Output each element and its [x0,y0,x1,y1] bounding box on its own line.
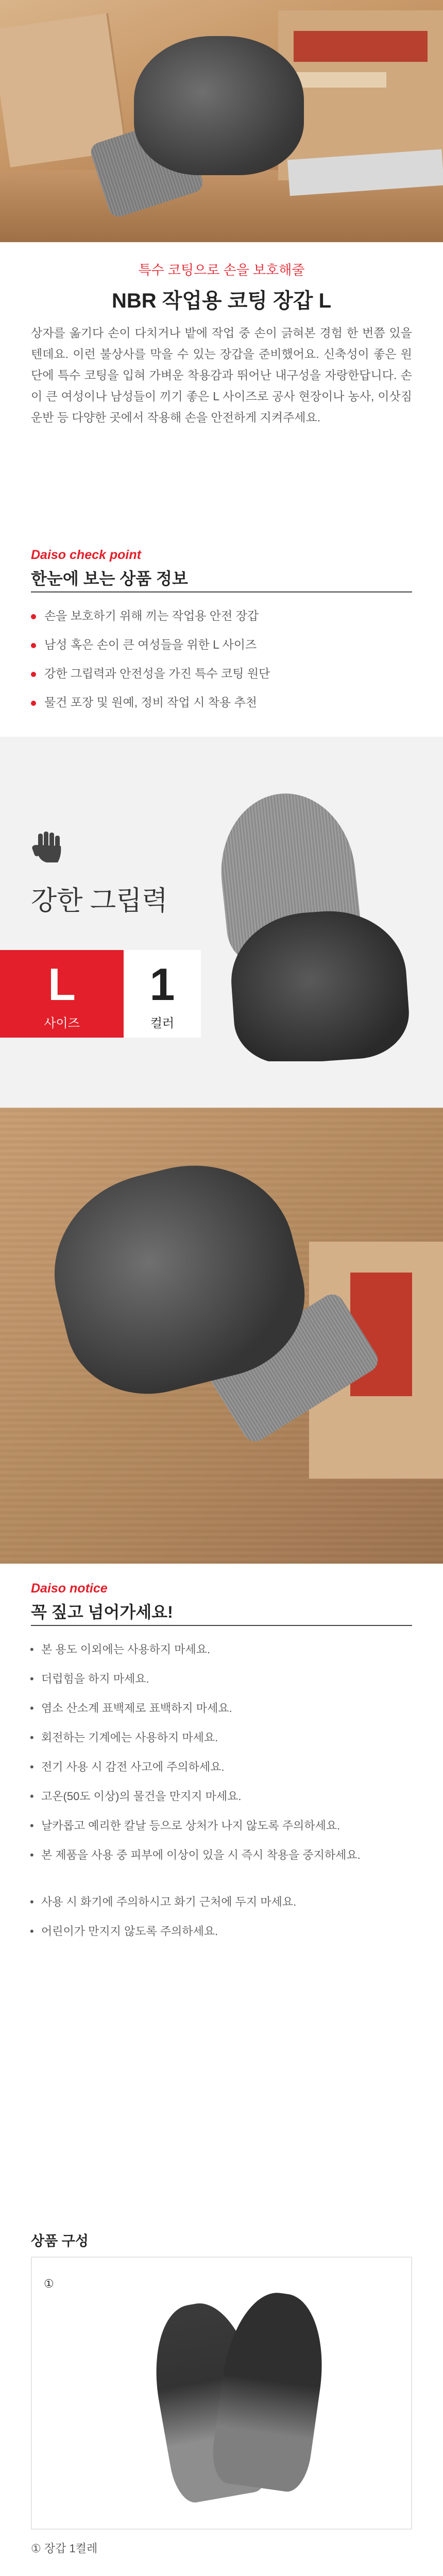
box-label-stripe [294,31,428,62]
gloved-hand [134,36,304,175]
notice-item: • 고온(50도 이상)의 물건을 만지지 마세요. [41,1788,412,1805]
bullet-dot-icon [31,614,36,619]
notice-item: • 사용 시 화기에 주의하시고 화기 근처에 두지 마세요. [41,1893,412,1911]
checkpoint-item-text: 물건 포장 및 원예, 정비 작업 시 착용 추천 [44,696,257,709]
notice-eyebrow: Daiso notice [31,1581,108,1596]
notice-item: • 염소 산소계 표백제로 표백하지 마세요. [41,1700,412,1717]
composition-heading: 상품 구성 [31,2233,89,2249]
notice-item: • 날카롭고 예리한 칼날 등으로 상처가 나지 않도록 주의하세요. [41,1817,412,1835]
checkpoint-eyebrow: Daiso check point [31,548,141,562]
color-badge [124,950,201,1038]
product-title: NBR 작업용 코팅 장갑 L [111,290,332,312]
composition-item-number: ① [44,2277,54,2290]
product-subtitle: 특수 코팅으로 손을 보호해줄 [138,262,305,278]
hand-grip-icon [31,829,67,866]
grip-label: 강한 그립력 [31,886,168,916]
notice-item: • 본 제품을 사용 중 피부에 이상이 있을 시 즉시 착용을 중지하세요. [41,1846,412,1864]
bullet-dot-icon [31,701,36,706]
notice-item: • 더럽힘을 하지 마세요. [41,1670,412,1688]
notice-item: • 회전하는 기계에는 사용하지 마세요. [41,1729,412,1747]
size-value: L [48,959,76,1010]
bullet-dot-icon [31,643,36,648]
glove-on-box-photo [0,1108,443,1564]
checkpoint-item [31,635,257,652]
checkpoint-item [31,693,257,710]
size-label: 사이즈 [44,1016,80,1030]
checkpoint-divider [31,591,412,592]
box-label-stripe-light [294,72,386,88]
grip-glove-photo [201,783,443,1061]
color-count: 1 [149,959,175,1010]
color-label: 컬러 [150,1016,175,1030]
checkpoint-item-text: 남성 혹은 손이 큰 여성들을 위한 L 사이즈 [44,638,257,651]
notice-item: • 어린이가 만지지 않도록 주의하세요. [41,1923,412,1940]
notice-item: • 전기 사용 시 감전 사고에 주의하세요. [41,1758,412,1776]
checkpoint-item-text: 손을 보호하기 위해 끼는 작업용 안전 장갑 [44,609,259,622]
bullet-dot-icon [31,672,36,677]
composition-caption: ① 장갑 1켤레 [31,2542,98,2555]
hero-photo [0,0,443,242]
notice-divider [31,1625,412,1626]
product-description: 상자를 옮기다 손이 다치거나 밭에 작업 중 손이 긁혀본 경험 한 번쯤 있을 텐데요. 이런 불상사를 막을 수 있는 장갑을 준비했어요. 신축성이 좋은 원단에 특수 코팅을 입혀 가벼운 착용감과 뛰어난 내구성을 자랑한답니다. 손이 큰 여성이나 남성들이 끼기 좋은 L 사이즈로 공사 현장이나 농사, 이삿짐 운반 등 다양한 곳에서 작용해 손을 안전하게 지켜주세요. [31,326,412,424]
size-badge [0,950,124,1038]
checkpoint-title: 한눈에 보는 상품 정보 [31,569,188,588]
notice-item: • 본 용도 이외에는 사용하지 마세요. [41,1641,412,1658]
checkpoint-item [31,606,259,623]
checkpoint-item [31,664,270,681]
notice-title: 꼭 짚고 넘어가세요! [31,1603,173,1621]
checkpoint-item-text: 강한 그립력과 안전성을 가진 특수 코팅 원단 [44,667,270,680]
